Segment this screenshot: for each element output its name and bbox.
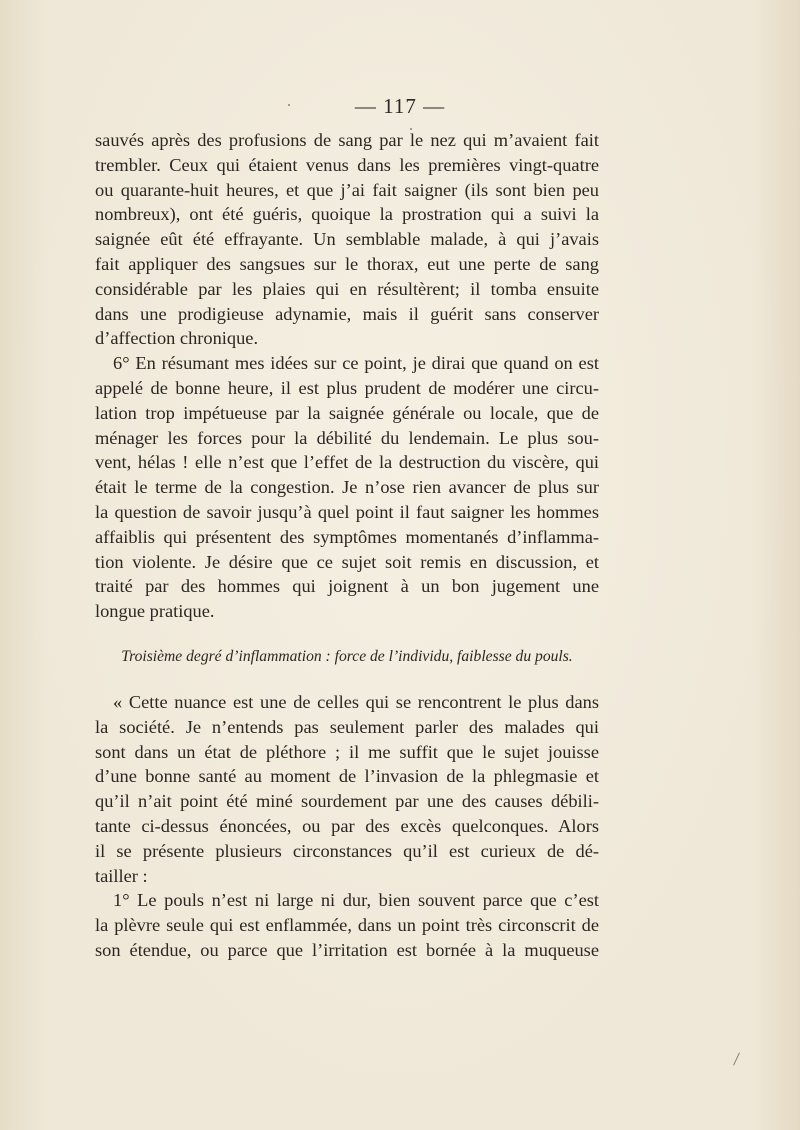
paragraph-1 [95,128,599,351]
text-line: était le terme de la congestion. Je n’ose rien avancer de plus sur [95,477,599,498]
text-line: sont dans un état de pléthore ; il me suffit que le sujet jouisse [95,741,599,762]
text-line: considérable par les plaies qui en résultèrent; il tomba ensuite [95,278,599,299]
paper-mark [733,1052,740,1065]
paper-speck [288,104,290,106]
text-line: vent, hélas ! elle n’est que l’effet de la destruction du viscère, qui [95,452,599,473]
text-line: affaiblis qui présentent des symptômes momentanés d’inflamma- [95,526,599,547]
text-line: d’une bonne santé au moment de l’invasion de la phlegmasie et [95,766,599,787]
body-text-top [95,128,599,624]
text-line: saignée eût été effrayante. Un semblable malade, à qui j’avais [95,229,599,250]
text-line: nombreux), ont été guéris, quoique la prostration qui a suivi la [95,204,599,225]
text-line: 1° Le pouls n’est ni large ni dur, bien souvent parce que c’est [113,890,599,911]
paragraph-3 [95,690,599,888]
page-number: — 117 — [354,94,446,118]
text-line: la plèvre seule qui est enflammée, dans un point très circonscrit de [95,915,599,936]
paragraph-2 [95,351,599,624]
text-line: la question de savoir jusqu’à quel point il faut saigner les hommes [95,501,599,522]
text-line: appelé de bonne heure, il est plus prudent de modérer une circu- [95,377,599,398]
text-line: ménager les forces pour la débilité du lendemain. Le plus sou- [95,427,599,448]
text-line: dans une prodigieuse adynamie, mais il guérit sans conserver [95,303,599,324]
text-line: ou quarante-huit heures, et que j’ai fait saigner (ils sont bien peu [95,179,599,200]
body-text-bottom [95,690,599,963]
text-line: qu’il n’ait point été miné sourdement par une des causes débili- [95,791,599,812]
text-line: tailler : [95,865,148,886]
text-line: d’affection chronique. [95,328,259,349]
paragraph-4 [95,888,599,962]
text-line: sauvés après des profusions de sang par le nez qui m’avaient fait [95,130,599,150]
text-line: son étendue, ou parce que l’irritation est bornée à la muqueuse [95,939,599,960]
text-line: trembler. Ceux qui étaient venus dans les premières vingt-quatre [95,154,599,175]
text-line: 6° En résumant mes idées sur ce point, je dirai que quand on est [113,353,599,374]
section-heading: Troisième degré d’inflammation : force de l’individu, faiblesse du pouls. [121,648,573,665]
text-line: la société. Je n’entends pas seulement parler des malades qui [95,716,599,737]
text-line: il se présente plusieurs circonstances qu’il est curieux de dé- [95,840,599,861]
text-line: longue pratique. [95,601,215,622]
text-line: lation trop impétueuse par la saignée générale ou locale, que de [95,402,599,423]
paper-speck [410,128,412,130]
text-line: tante ci-dessus énoncées, ou par des excès quelconques. Alors [95,815,599,836]
text-line: traité par des hommes qui joignent à un bon jugement une [95,576,599,597]
text-line: tion violente. Je désire que ce sujet soit remis en discussion, et [95,551,599,572]
text-line: fait appliquer des sangsues sur le thorax, eut une perte de sang [95,253,599,274]
text-line: « Cette nuance est une de celles qui se rencontrent le plus dans [113,692,599,712]
